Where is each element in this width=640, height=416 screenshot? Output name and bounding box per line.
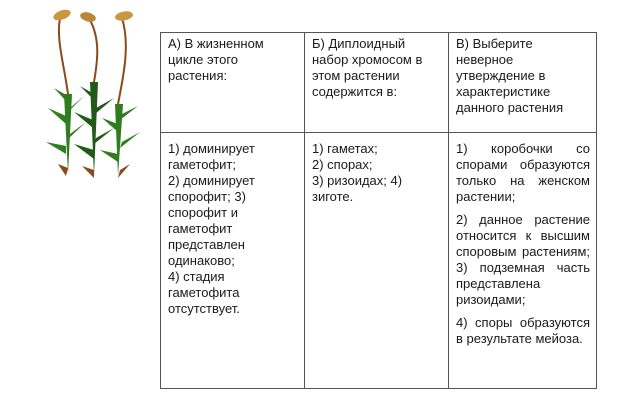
- header-cell-b: [305, 33, 449, 133]
- moss-plant-icon: [38, 4, 150, 180]
- header-cell-a: [161, 33, 305, 133]
- header-a-text: А) В жизненном цикле этого растения:: [168, 36, 264, 83]
- option-c-1: 1) коробочки со спорами образуются только на женском растении;: [456, 141, 590, 204]
- option-b-3: 3) ризоидах; 4) зиготе.: [312, 173, 403, 204]
- header-c-text: В) Выберите неверное утверждение в характеристике данного растения: [456, 36, 564, 115]
- option-b-2: 2) спорах;: [312, 157, 373, 172]
- options-cell-c: [449, 133, 597, 389]
- option-c-3: 4) споры образуются в результате мейоза.: [456, 315, 590, 346]
- options-cell-b: [305, 133, 449, 389]
- option-a-1: 1) доминирует гаметофит;: [168, 141, 255, 172]
- option-c-2: 2) данное растение относится к высшим споровым растениям; 3) подземная часть представлена ризоидами;: [456, 212, 590, 307]
- option-b-1: 1) гаметах;: [312, 141, 378, 156]
- question-table: [160, 32, 597, 389]
- table-header-row: [161, 33, 597, 133]
- header-cell-c: [449, 33, 597, 133]
- option-a-2: 2) доминирует спорофит; 3) спорофит и гаметофит представлен одинаково;: [168, 173, 255, 268]
- options-cell-a: [161, 133, 305, 389]
- header-b-text: Б) Диплоидный набор хромосом в этом растении содержится в:: [312, 36, 423, 99]
- table-options-row: [161, 133, 597, 389]
- option-a-3: 4) стадия гаметофита отсутствует.: [168, 269, 240, 316]
